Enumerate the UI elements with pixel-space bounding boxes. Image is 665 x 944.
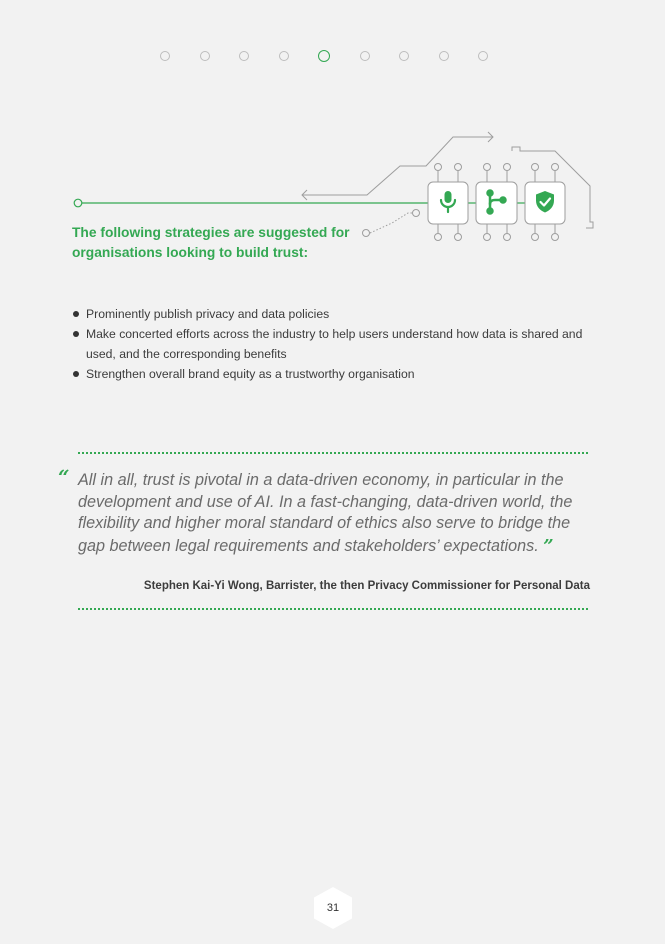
page-number-badge [313, 886, 353, 930]
page-dot [239, 51, 249, 61]
page-number: 31 [326, 902, 340, 914]
list-item: Strengthen overall brand equity as a trustworthy organisation [72, 364, 602, 384]
open-quote-mark: “ [58, 465, 70, 489]
pull-quote [78, 470, 600, 557]
page-dot [399, 51, 409, 61]
page-dot [439, 51, 449, 61]
list-item: Make concerted efforts across the industry to help users understand how data is shared and used, and the corresponding benefits [72, 324, 602, 364]
page-dot [360, 51, 370, 61]
divider-bottom [78, 608, 588, 610]
page-dot [160, 51, 170, 61]
list-item: Prominently publish privacy and data policies [72, 304, 602, 324]
page-dot [200, 51, 210, 61]
page-dot [279, 51, 289, 61]
divider-top [78, 452, 588, 454]
close-quote-mark: ” [543, 535, 554, 557]
page-dot-active [318, 50, 330, 62]
page-indicator [160, 51, 488, 62]
quote-attribution: Stephen Kai-Yi Wong, Barrister, the then Privacy Commissioner for Personal Data [143, 580, 590, 592]
quote-text: All in all, trust is pivotal in a data-driven economy, in particular in the development and use of AI. In a fast-changing, data-driven world, the flexibility and higher moral standard of ethics also serve to bridge the gap between legal requirements and stakeholders’ expectations. [78, 471, 573, 555]
strategy-list [72, 304, 602, 384]
page-dot [478, 51, 488, 61]
section-heading: The following strategies are suggested for organisations looking to build trust: [72, 225, 350, 260]
